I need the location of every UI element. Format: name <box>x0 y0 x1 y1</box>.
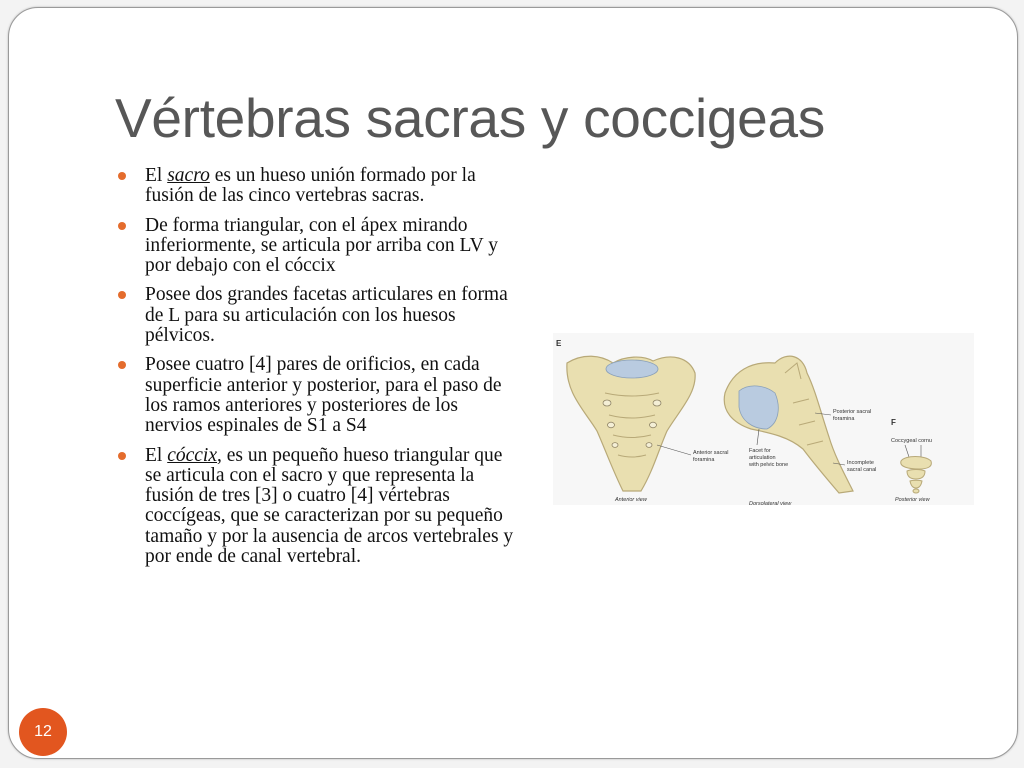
bullet-dot-icon <box>118 291 126 299</box>
label-anterior-foramina-line2: foramina <box>693 457 715 463</box>
bullet-item <box>116 285 516 346</box>
coccyx-posterior-view <box>901 445 932 493</box>
panel-e-label: E <box>556 339 562 348</box>
label-incomplete-canal-line2: sacral canal <box>847 467 877 473</box>
sacrum-dorsolateral-view <box>724 356 853 493</box>
bullet-text: , es un pequeño hueso triangular que se articula con el sacro y que representa la fusión de tres [3] o cuatro [4] vértebras coccígeas, que se caracterizan por su pequeño tamaño y por la ausencia de arcos vertebrales y por ende de canal vertebral. <box>145 444 514 568</box>
bullet-text-pre: El <box>145 444 168 466</box>
label-coccygeal-cornu: Coccygeal cornu <box>891 438 932 444</box>
slide <box>8 7 1018 759</box>
label-incomplete-canal-line1: Incomplete <box>847 460 874 466</box>
bullet-list <box>116 166 516 576</box>
label-posterior-foramina-line1: Posterior sacral <box>833 409 872 415</box>
label-facet-line1: Facet for <box>749 448 771 454</box>
bullet-term-sacro[interactable]: sacro <box>167 165 210 186</box>
page-number-badge: 12 <box>19 708 67 756</box>
sacrum-illustration <box>553 333 974 505</box>
bullet-text: Posee dos grandes facetas articulares en forma de L para su articulación con los huesos pélvicos. <box>145 284 508 347</box>
bullet-text: De forma triangular, con el ápex mirando inferiormente, se articula por arriba con LV y por debajo con el cóccix <box>145 214 499 277</box>
bullet-dot-icon <box>118 452 126 460</box>
bullet-item <box>116 355 516 436</box>
bullet-dot-icon <box>118 172 126 180</box>
bullet-item <box>116 166 516 207</box>
bullet-text: Posee cuatro [4] pares de orificios, en cada superficie anterior y posterior, para el paso de los ramos anteriores y posteriores de los nervios espinales de S1 a S4 <box>145 354 502 437</box>
bullet-text-pre: El <box>145 165 168 186</box>
bullet-item <box>116 216 516 277</box>
label-posterior-view: Posterior view <box>895 497 930 503</box>
slide-title: Vértebras sacras y coccigeas <box>115 87 825 149</box>
bullet-text: es un hueso unión formado por la fusión de las cinco vertebras sacras. <box>145 165 476 207</box>
label-facet-line3: with pelvic bone <box>749 462 789 468</box>
sacrum-anatomy-figure <box>553 333 974 505</box>
label-dorsolateral-view: Dorsolateral view <box>749 501 792 505</box>
bullet-dot-icon <box>118 361 126 369</box>
label-anterior-view: Anterior view <box>615 497 647 503</box>
panel-f-label: F <box>891 418 896 427</box>
bullet-term-coccix[interactable]: cóccix <box>167 444 218 466</box>
label-posterior-foramina-line2: foramina <box>833 416 855 422</box>
sacrum-anterior-view <box>567 356 695 491</box>
label-anterior-foramina-line1: Anterior sacral <box>693 450 729 456</box>
bullet-dot-icon <box>118 222 126 230</box>
label-facet-line2: articulation <box>749 455 776 461</box>
bullet-item <box>116 446 516 568</box>
